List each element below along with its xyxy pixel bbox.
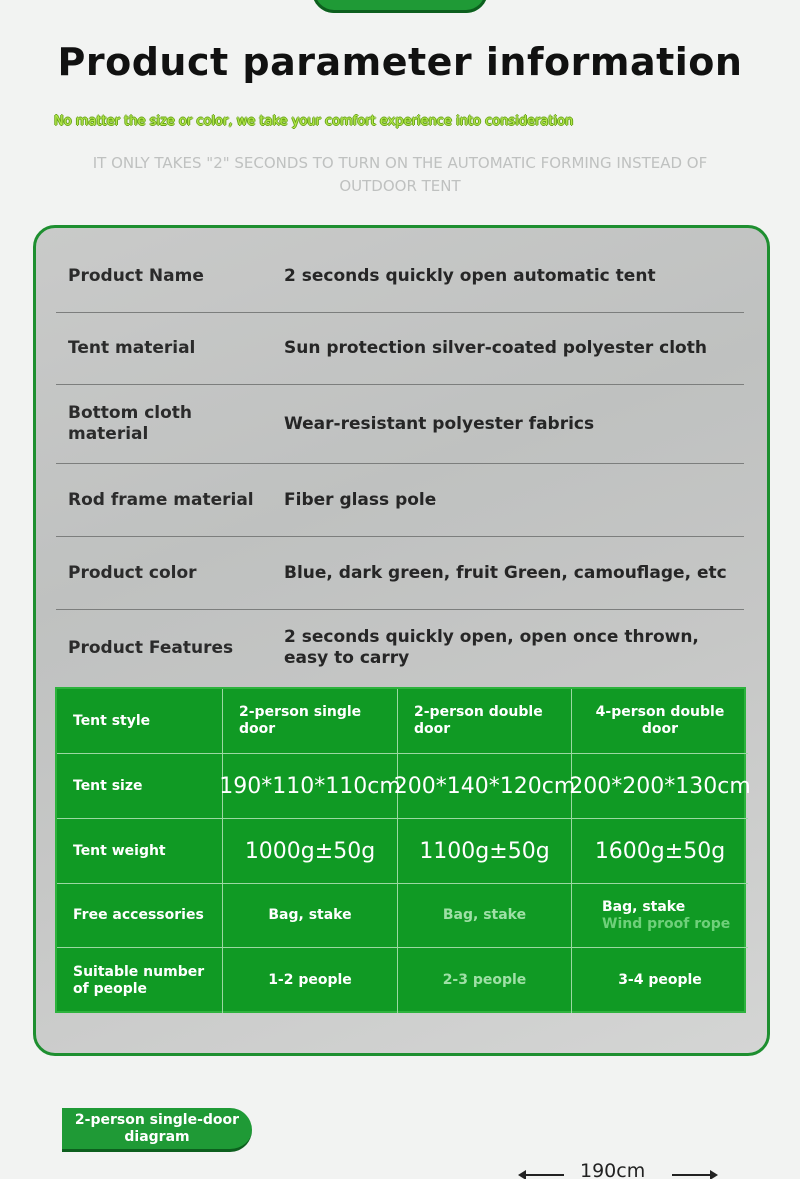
cell-style: 2-person single door (223, 689, 398, 754)
cell-people: 3-4 people (618, 972, 702, 988)
param-row (56, 464, 744, 537)
param-label: Tent material (68, 338, 196, 358)
param-value: Wear-resistant polyester fabrics (284, 413, 595, 434)
cell-accessories: Bag, stake (223, 884, 398, 948)
param-label: Bottom cloth material (68, 403, 193, 444)
param-value: 2 seconds quickly open, open once thrown, easy to carry (284, 627, 699, 668)
param-row (56, 240, 744, 313)
cell-size: 200*200*130cm (572, 754, 748, 819)
dimension-label: 190cm (580, 1160, 646, 1179)
row-header-tent-weight: Tent weight (57, 819, 223, 884)
param-row (56, 385, 744, 464)
diagram-badge: 2-person single-door diagram (62, 1108, 252, 1152)
cell-people: 2-3 people (398, 948, 572, 1013)
accessories-text: Bag, stake (602, 898, 686, 915)
cell-size: 190*110*110cm (223, 754, 398, 819)
param-row (56, 610, 744, 686)
param-value: 2 seconds quickly open automatic tent (284, 265, 656, 286)
param-label: Product Name (68, 265, 204, 286)
param-label: Product color (68, 562, 197, 583)
param-row (56, 313, 744, 385)
spec-table (55, 687, 751, 1013)
row-header-suitable-people: Suitable number of people (57, 948, 223, 1013)
cell-people: 1-2 people (223, 948, 398, 1013)
top-tab-decoration (312, 0, 488, 13)
slogan: IT ONLY TAKES "2" SECONDS TO TURN ON THE AUTOMATIC FORMING INSTEAD OF OUTDOOR TENT (92, 154, 708, 195)
param-value: Blue, dark green, fruit Green, camouflage, etc (284, 562, 727, 583)
param-label: Rod frame material (68, 489, 254, 510)
param-row (56, 537, 744, 610)
cell-style: 2-person double door (398, 689, 572, 754)
page-title: Product parameter information (57, 40, 743, 84)
cell-weight: 1000g±50g (223, 819, 398, 884)
tagline: No matter the size or color, we take your comfort experience into consideration (54, 114, 574, 129)
param-value: Sun protection silver-coated polyester cloth (284, 338, 707, 358)
row-header-free-accessories: Free accessories (57, 884, 223, 948)
cell-weight: 1600g±50g (572, 819, 748, 884)
accessories-extra-text: Wind proof rope (602, 915, 731, 932)
cell-accessories: Bag, stake (398, 884, 572, 948)
param-label: Product Features (68, 637, 234, 658)
cell-style: 4-person double door (572, 689, 748, 754)
arrow-left-icon (520, 1174, 564, 1176)
cell-accessories (572, 884, 748, 948)
arrow-right-icon (672, 1174, 716, 1176)
row-header-tent-size: Tent size (57, 754, 223, 819)
param-value: Fiber glass pole (284, 489, 437, 510)
cell-size: 200*140*120cm (398, 754, 572, 819)
cell-weight: 1100g±50g (398, 819, 572, 884)
row-header-tent-style: Tent style (57, 689, 223, 754)
